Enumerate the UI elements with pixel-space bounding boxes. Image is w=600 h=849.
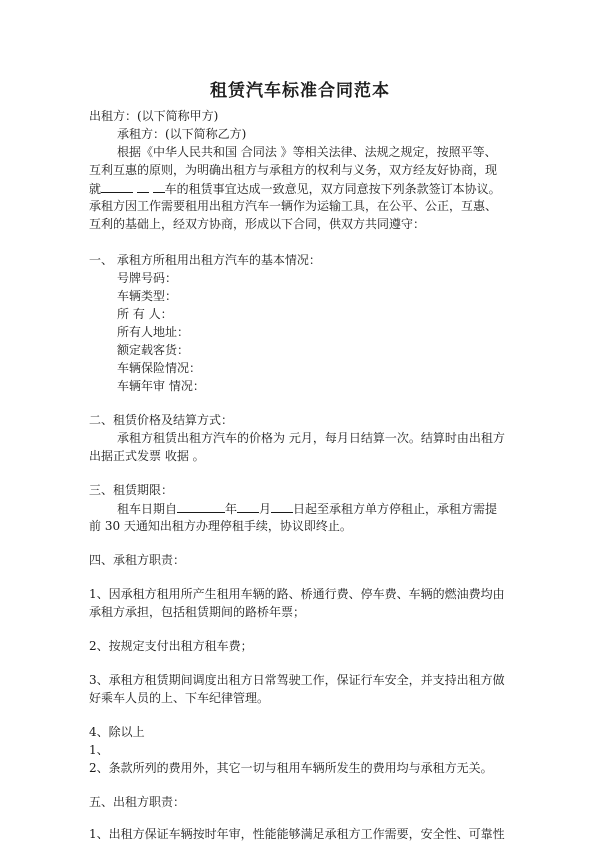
owner-address-label: 所有人地址： xyxy=(117,325,190,339)
vehicle-plate-label: 号牌号码： xyxy=(117,271,178,285)
section-2-heading: 二、租赁价格及结算方式： xyxy=(89,413,234,427)
section-4-heading: 四、承租方职责： xyxy=(89,553,186,567)
lessee-duty-1b: 承租方承担，包括租赁期间的路桥年票； xyxy=(89,605,306,619)
annual-inspection-label: 车辆年审 情况： xyxy=(117,379,205,393)
section-5-heading: 五、出租方职责： xyxy=(89,795,186,809)
blank-underline xyxy=(237,500,259,513)
section-3-heading: 三、租赁期限： xyxy=(89,483,174,497)
document-title: 租赁汽车标准合同范本 xyxy=(210,81,390,101)
vehicle-type-label: 车辆类型： xyxy=(117,289,178,303)
price-line-2: 出据正式发票 收据 。 xyxy=(89,449,205,463)
month-label: 月 xyxy=(259,502,272,516)
lessee-duty-3a: 3、承租方租赁期间调度出租方日常驾驶工作，保证行车安全，并支持出租方做 xyxy=(89,673,505,687)
term-line-1 xyxy=(117,500,497,518)
day-label: 日起至承租方单方停租止，承租方需提 xyxy=(293,502,498,516)
blank-underline xyxy=(177,500,225,513)
lessor-line: 出租方：(以下简称甲方) xyxy=(89,109,219,123)
lessee-duty-2: 2、按规定支付出租方租车费； xyxy=(89,639,253,653)
intro-line-3-prefix: 就 xyxy=(89,182,102,196)
rated-capacity-label: 额定载客货： xyxy=(117,343,190,357)
intro-line-1: 根据《中华人民共和国 合同法 》等相关法律、法规之规定，按照平等、 xyxy=(117,145,497,159)
intro-line-4: 承租方因工作需要租用出租方汽车一辆作为运输工具，在公平、公正，互惠、 xyxy=(89,199,498,213)
owner-label: 所 有 人： xyxy=(117,307,173,321)
year-label: 年 xyxy=(225,502,238,516)
blank-underline xyxy=(153,180,165,193)
lessee-duty-3b: 好乘车人员的上、下车纪律管理。 xyxy=(89,691,270,705)
price-line-1: 承租方租赁出租方汽车的价格为 元月，每月日结算一次。结算时由出租方 xyxy=(117,431,505,445)
intro-line-3 xyxy=(89,180,501,198)
lessee-duty-4c: 2、条款所列的费用外，其它一切与租用车辆所发生的费用均与承租方无关。 xyxy=(89,761,493,775)
intro-line-3-suffix: 车的租赁事宜达成一致意见，双方同意按下列条款签订本协议。 xyxy=(164,182,501,196)
term-start-label: 租车日期自 xyxy=(117,502,178,516)
blank-underline xyxy=(101,180,133,193)
lessee-duty-4a: 4、除以上 xyxy=(89,725,145,739)
term-line-2: 前 30 天通知出租方办理停租手续，协议即终止。 xyxy=(89,519,352,533)
blank-underline xyxy=(137,180,149,193)
insurance-label: 车辆保险情况： xyxy=(117,361,202,375)
lessee-duty-4b: 1、 xyxy=(89,743,109,757)
lessee-line: 承租方：(以下简称乙方) xyxy=(117,127,247,141)
lessor-duty-1: 1、出租方保证车辆按时年审，性能能够满足承租方工作需要，安全性、可靠性 xyxy=(89,827,505,841)
lessee-duty-1a: 1、因承租方租用所产生租用车辆的路、桥通行费、停车费、车辆的燃油费均由 xyxy=(89,587,505,601)
intro-line-2: 互利互惠的原则，为明确出租方与承租方的权利与义务，双方经友好协商，现 xyxy=(89,163,498,177)
section-1-heading: 一、 承租方所租用出租方汽车的基本情况： xyxy=(89,253,321,267)
intro-line-5: 互利的基础上，经双方协商，形成以下合同，供双方共同遵守： xyxy=(89,217,426,231)
blank-underline xyxy=(271,500,293,513)
